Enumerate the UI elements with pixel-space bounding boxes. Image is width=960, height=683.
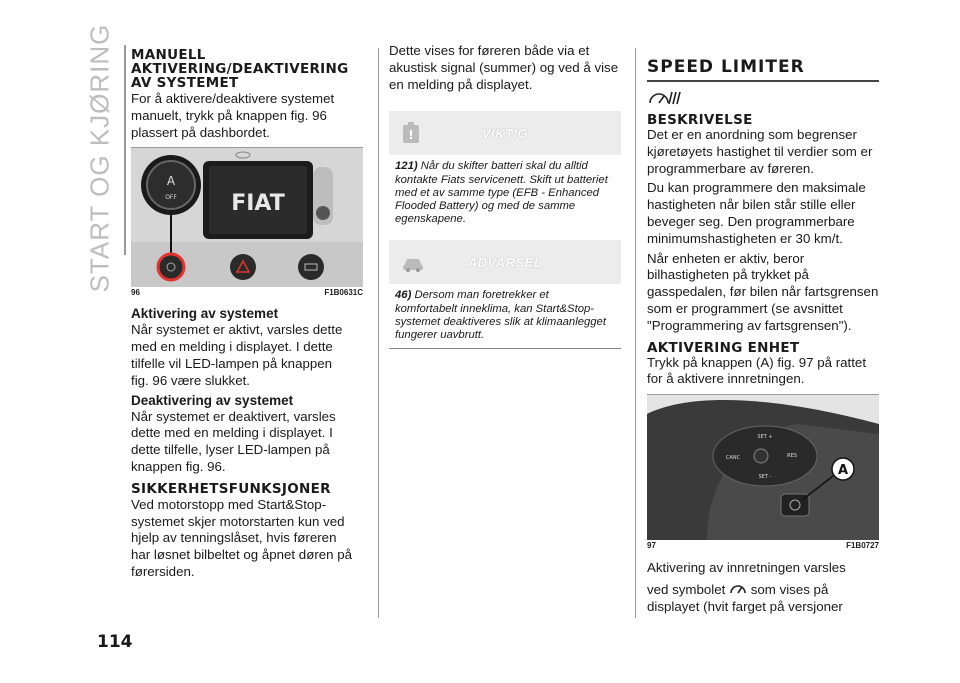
warning-label: ADVARSEL: [467, 254, 543, 270]
display-brand: FIAT: [231, 191, 285, 217]
important-box: [389, 111, 621, 226]
subheading-activation: Aktivering av systemet: [131, 306, 279, 322]
button-off-label: OFF: [165, 194, 177, 202]
tail-line-3: displayet (hvit farget på versjoner: [647, 598, 843, 614]
activation-unit-text: Trykk på knappen (A) fig. 97 på rattet for å aktivere innretningen.: [647, 354, 867, 387]
figure-top-rule: [131, 147, 363, 148]
column-1: [131, 48, 375, 581]
figure-code: F1B0631C: [324, 288, 363, 298]
res-label: RES: [787, 453, 797, 460]
set-plus-label: SET +: [757, 434, 773, 441]
figure-97-top-rule: [647, 394, 879, 395]
heading-speed-limiter: SPEED LIMITER: [647, 57, 805, 77]
manual-activation-text: For å aktivere/deaktivere systemet manuelt, trykk på knappen fig. 96 plassert på dashbordet.: [131, 91, 335, 140]
figure-96: [131, 147, 363, 298]
tail-line-1: Aktivering av innretningen varsles: [647, 560, 846, 576]
heading-manual-activation: MANUELL AKTIVERING/DEAKTIVERING AV SYSTEMET: [131, 47, 349, 91]
steering-wheel-illustration: [647, 394, 879, 540]
svg-text:!: !: [408, 128, 414, 143]
heading-activation-unit: AKTIVERING ENHET: [647, 339, 800, 356]
column-3: [647, 48, 879, 616]
figure-97-number: 97: [647, 541, 656, 551]
warning-header: [389, 240, 621, 284]
heading-underline: [647, 80, 879, 82]
important-note-number: 121): [395, 160, 418, 173]
dashboard-illustration: [131, 147, 363, 287]
page-number: 114: [97, 632, 133, 652]
canc-label: CANC: [725, 455, 741, 462]
side-rule: [124, 45, 126, 255]
heading-description: BESKRIVELSE: [647, 112, 753, 128]
warning-note: 46) Dersom man foretrekker et komfortabelt inneklima, kan Start&Stop- systemet deaktiveres slik at klimaanlegget fungerer uavbrutt.: [395, 289, 606, 342]
heading-safety: SIKKERHETSFUNKSJONER: [131, 480, 331, 497]
deactivation-text: Når systemet er deaktivert, varsles dette med en melding i displayet. I dette tilfelle, lyser LED-lampen på knappen fig. 96.: [131, 408, 336, 474]
figure-97-caption: [647, 540, 879, 551]
summer-text: Dette vises for føreren både via et akustisk signal (summer) og ved å vise en melding på displayet.: [389, 43, 619, 92]
subheading-deactivation: Deaktivering av systemet: [131, 392, 294, 408]
figure-number: 96: [131, 288, 140, 298]
section-side-title: START OG KJØRING: [84, 23, 115, 293]
figure-96-caption: [131, 287, 363, 298]
set-minus-label: SET -: [758, 474, 772, 481]
column-2: [389, 43, 621, 349]
warning-bottom-rule: [389, 348, 621, 349]
speed-limiter-symbol-icon: [647, 88, 681, 108]
warning-note-number: 46): [395, 289, 412, 302]
callout-letter-a: A: [837, 463, 849, 479]
important-label: VIKTIG: [481, 125, 529, 141]
figure-97-code: F1B0727: [846, 541, 879, 551]
important-header: [389, 111, 621, 155]
column-rule-2: [635, 48, 636, 618]
activation-text: Når systemet er aktivt, varsles dette med en melding i displayet. I dette tilfelle vil LED-lampen på knappen fig. 96 være slukket.: [131, 322, 343, 388]
warning-box: [389, 240, 621, 349]
button-letter: A: [166, 174, 176, 189]
speed-limiter-inline-icon: [729, 580, 747, 596]
description-p2: Du kan programmere den maksimale hastigheten når bilen står stille eller beveger seg. Den programmerbare minimumshastigheten er 30 km/t.: [647, 180, 866, 246]
important-note: 121) Når du skifter batteri skal du alltid kontakte Fiats servicenett. Skift ut batteriet med et av samme type (EFB - Enhanced Flooded Battery) og med de samme egenskapene.: [395, 160, 608, 226]
column-rule-1: [378, 48, 379, 618]
safety-text: Ved motorstopp med Start&Stop- systemet skjer motorstarten kun ved hjelp av tenningslåset, hvis føreren har løsnet bilbeltet og åpnet døren på førersiden.: [131, 496, 353, 579]
description-p3: Når enheten er aktiv, beror bilhastigheten på trykket på gasspedalen, før bilen når fartsgrensen som er programmert (se avsnittet "Programmering av fartsgrensen").: [647, 250, 879, 333]
figure-97: [647, 394, 879, 551]
tail-line-2: ved symbolet som vises på: [647, 581, 829, 597]
description-p1: Det er en anordning som begrenser kjøretøyets hastighet til verdier som er programmerbare av føreren.: [647, 127, 873, 176]
